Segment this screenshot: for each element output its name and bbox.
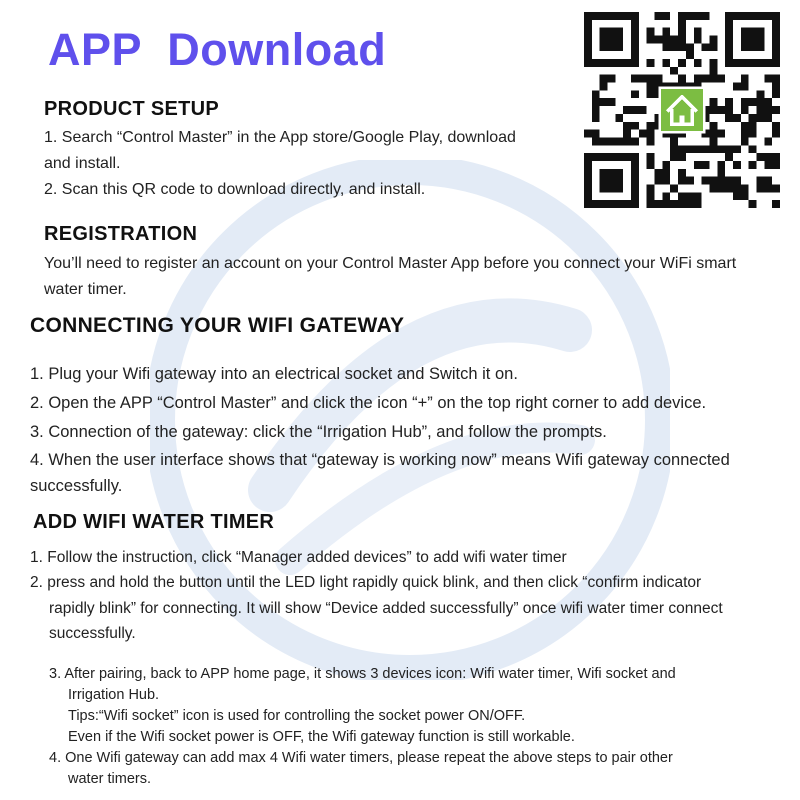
connecting-step2: 2. Open the APP “Control Master” and click the icon “+” on the top right corner to add device. (30, 394, 707, 412)
product-setup-step1-line1: 1. Search “Control Master” in the App store/Google Play, download (44, 129, 516, 146)
add-timer-step1: 1. Follow the instruction, click “Manager added devices” to add wifi water timer (30, 549, 567, 566)
add-timer-step2-line2: rapidly blink” for connecting. It will show “Device added successfully” once wifi water timer connect (49, 600, 723, 617)
add-timer-tips-line1: Tips:“Wifi socket” icon is used for controlling the socket power ON/OFF. (68, 708, 526, 724)
add-timer-step4-line2: water timers. (68, 771, 151, 787)
product-setup-heading: PRODUCT SETUP (44, 98, 220, 120)
registration-line2: water timer. (44, 281, 127, 298)
qr-code-icon[interactable] (584, 12, 780, 208)
add-timer-heading: ADD WIFI WATER TIMER (33, 511, 275, 533)
home-icon (658, 86, 705, 133)
registration-heading: REGISTRATION (44, 223, 198, 245)
registration-line1: You’ll need to register an account on your Control Master App before you connect your WiFi smart (44, 255, 737, 272)
add-timer-step2-line3: successfully. (49, 625, 136, 642)
connecting-step1: 1. Plug your Wifi gateway into an electrical socket and Switch it on. (30, 365, 518, 383)
add-timer-step4-line1: 4. One Wifi gateway can add max 4 Wifi water timers, please repeat the above steps to pair other (49, 750, 673, 766)
product-setup-step1-line2: and install. (44, 155, 121, 172)
add-timer-tips-line2: Even if the Wifi socket power is OFF, the Wifi gateway function is still workable. (68, 729, 575, 745)
connecting-step4-line2: successfully. (30, 477, 123, 495)
product-setup-step2: 2. Scan this QR code to download directly, and install. (44, 181, 426, 198)
page-title: APP Download (48, 24, 387, 75)
connecting-heading: CONNECTING YOUR WIFI GATEWAY (30, 314, 405, 337)
connecting-step3: 3. Connection of the gateway: click the “Irrigation Hub”, and follow the prompts. (30, 423, 607, 441)
connecting-step4-line1: 4. When the user interface shows that “gateway is working now” means Wifi gateway connected (30, 451, 730, 469)
add-timer-step3-line1: 3. After pairing, back to APP home page, it shows 3 devices icon: Wifi water timer, Wifi socket and (49, 666, 676, 682)
add-timer-step3-line2: Irrigation Hub. (68, 687, 160, 703)
add-timer-step2-line1: 2. press and hold the button until the LED light rapidly quick blink, and then click “confirm indicator (30, 574, 702, 591)
